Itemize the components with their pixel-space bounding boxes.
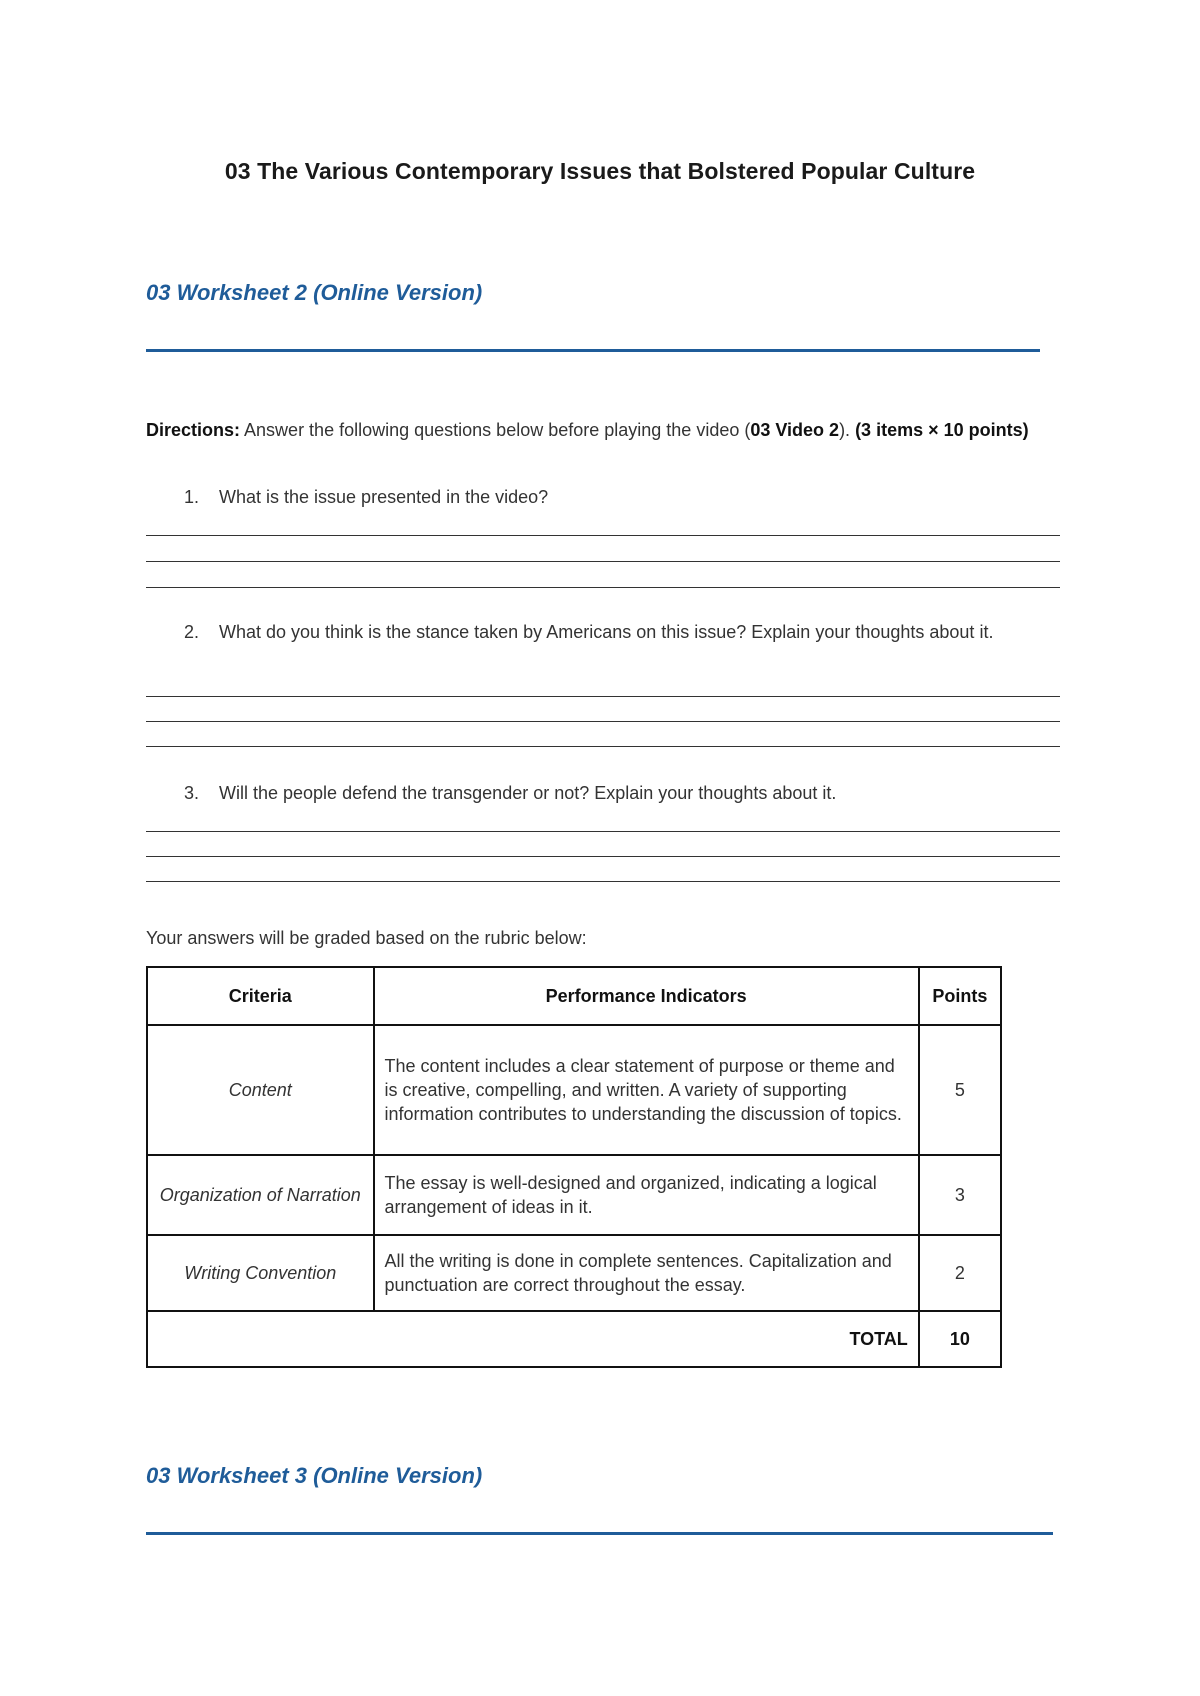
points-cell: 5 (919, 1025, 1001, 1155)
document-title: 03 The Various Contemporary Issues that Bolstered Popular Culture (224, 158, 976, 184)
answer-line[interactable] (146, 831, 1060, 832)
question-1 (146, 485, 1056, 510)
answer-line[interactable] (146, 535, 1060, 536)
criteria-cell: Writing Convention (147, 1235, 374, 1311)
points-cell: 3 (919, 1155, 1001, 1235)
question-text: What do you think is the stance taken by Americans on this issue? Explain your thoughts about it. (219, 622, 994, 642)
criteria-cell: Content (147, 1025, 374, 1155)
answer-line[interactable] (146, 696, 1060, 697)
question-number: 2. (184, 622, 200, 642)
worksheet-3-rule (146, 1532, 1053, 1535)
total-value: 10 (919, 1311, 1001, 1367)
criteria-header: Criteria (147, 967, 374, 1025)
answer-line[interactable] (146, 881, 1060, 882)
question-text: What is the issue presented in the video? (219, 487, 549, 507)
total-label: TOTAL (147, 1311, 919, 1367)
directions (146, 418, 1056, 443)
directions-label: Directions: (146, 420, 241, 440)
answer-line[interactable] (146, 561, 1060, 562)
worksheet-3-heading: 03 Worksheet 3 (Online Version) (146, 1463, 483, 1488)
table-row (147, 1025, 1001, 1155)
answer-line[interactable] (146, 587, 1060, 588)
directions-text: Answer the following questions below before playing the video ( (240, 420, 751, 440)
points-cell: 2 (919, 1235, 1001, 1311)
indicator-cell: All the writing is done in complete sentences. Capitalization and punctuation are correct throughout the essay. (374, 1235, 919, 1311)
answer-line[interactable] (146, 721, 1060, 722)
question-text: Will the people defend the transgender or not? Explain your thoughts about it. (219, 783, 837, 803)
points-header: Points (919, 967, 1001, 1025)
table-row (147, 1235, 1001, 1311)
question-number: 1. (184, 487, 200, 507)
answer-line[interactable] (146, 856, 1060, 857)
question-2 (146, 620, 1056, 645)
indicator-cell: The essay is well-designed and organized, indicating a logical arrangement of ideas in it. (374, 1155, 919, 1235)
indicators-header: Performance Indicators (374, 967, 919, 1025)
table-row (147, 1155, 1001, 1235)
directions-video: 03 Video 2 (750, 420, 840, 440)
rubric-header-row (147, 967, 1001, 1025)
rubric-intro: Your answers will be graded based on the rubric below: (146, 928, 587, 948)
directions-items: (3 items × 10 points) (855, 420, 1029, 440)
indicator-cell: The content includes a clear statement of purpose or theme and is creative, compelling, and written. A variety of supporting information contributes to understanding the discussion of topics. (374, 1025, 919, 1155)
criteria-cell: Organization of Narration (147, 1155, 374, 1235)
answer-line[interactable] (146, 746, 1060, 747)
directions-after-video: ). (839, 420, 856, 440)
question-3 (146, 781, 1056, 806)
total-row (147, 1311, 1001, 1367)
worksheet-2-heading: 03 Worksheet 2 (Online Version) (146, 280, 483, 305)
worksheet-2-rule (146, 349, 1040, 352)
question-number: 3. (184, 783, 200, 803)
rubric-table (146, 966, 1002, 1368)
